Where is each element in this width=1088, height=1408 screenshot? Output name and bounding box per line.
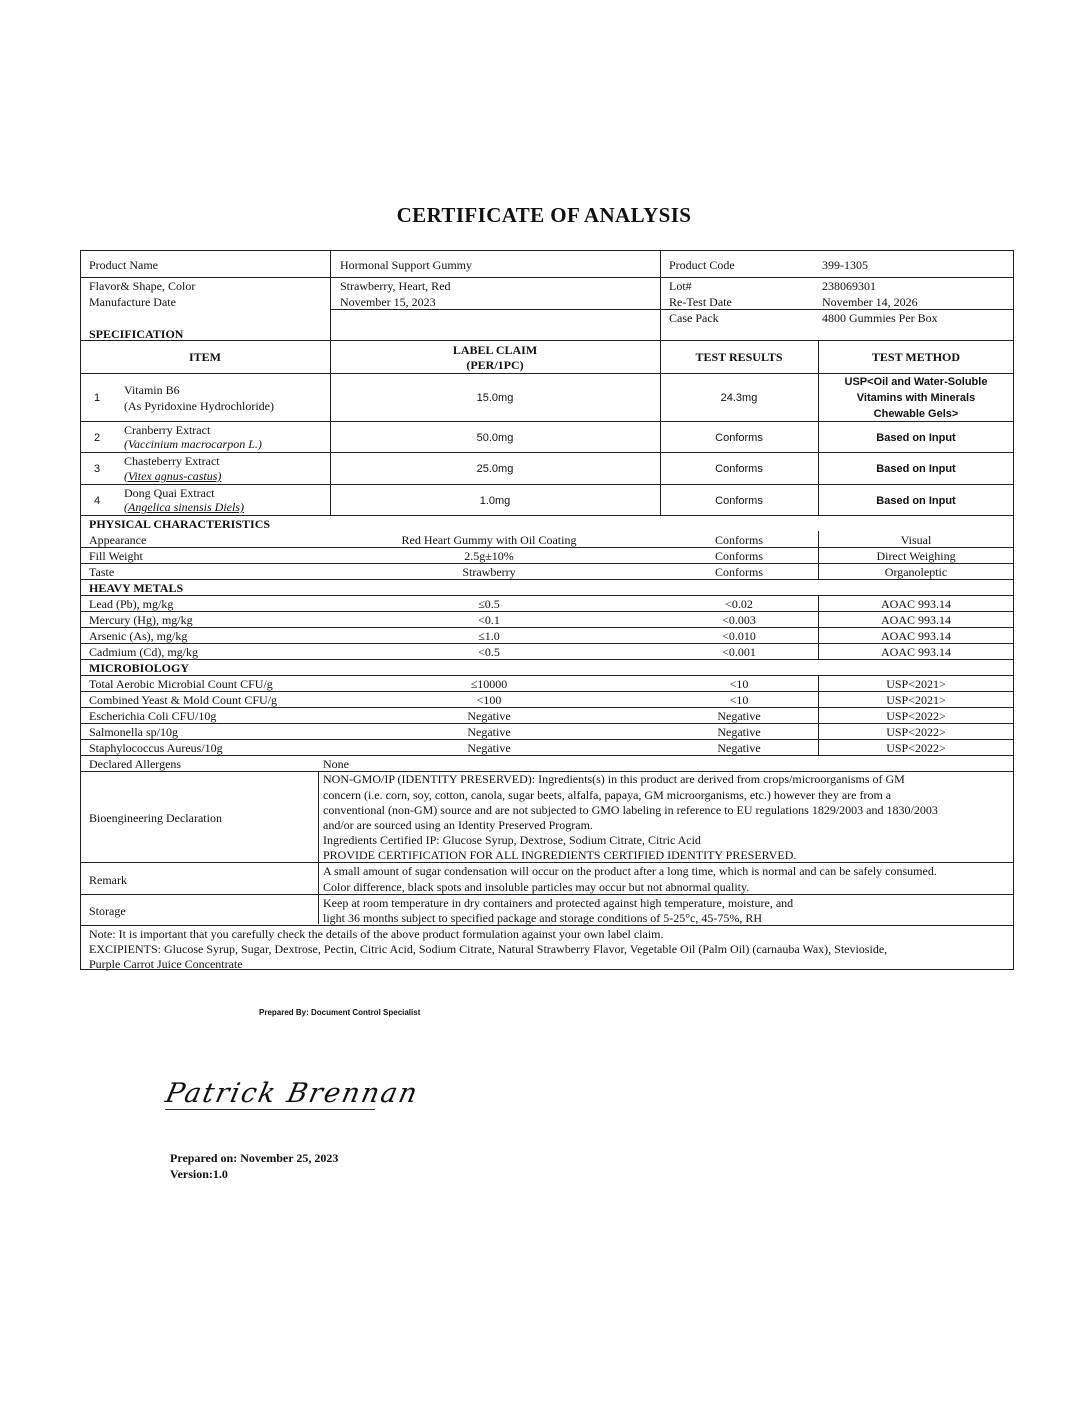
spec-row-method: Based on Input — [876, 495, 956, 507]
spec-row-result: Conforms — [715, 463, 763, 475]
microbiology-heading: MICROBIOLOGY — [89, 661, 190, 675]
micro-item: Combined Yeast & Mold Count CFU/g — [89, 693, 278, 707]
storage-line: light 36 months subject to specified package and storage conditions of 5-25°c, 45-75%, RH — [323, 911, 763, 925]
rule — [80, 627, 1014, 628]
micro-method: USP<2021> — [886, 693, 946, 707]
rule — [80, 373, 1014, 374]
version: Version:1.0 — [170, 1167, 228, 1181]
rule — [660, 250, 661, 340]
spec-row-result: 24.3mg — [720, 392, 758, 404]
spec-row-sub: (Angelica sinensis Diels) — [124, 500, 244, 514]
case-pack-label: Case Pack — [669, 311, 719, 325]
micro-method: USP<2022> — [886, 725, 946, 739]
rule — [80, 894, 1014, 895]
storage-line: Keep at room temperature in dry containers and protected against high temperature, moisture, and — [323, 896, 794, 910]
col-claim-header: LABEL CLAIM — [452, 343, 538, 357]
metal-result: <0.010 — [722, 629, 756, 643]
bio-line: NON-GMO/IP (IDENTITY PRESERVED): Ingredients(s) in this product are derived from crops/microorganisms of GM — [323, 772, 905, 786]
micro-claim: ≤10000 — [470, 677, 508, 691]
note-line: EXCIPIENTS: Glucose Syrup, Sugar, Dextrose, Pectin, Citric Acid, Sodium Citrate, Natural Strawberry Flavor, Vegetable Oil (Palm Oil) (carnauba Wax), Stevioside, — [89, 942, 888, 956]
rule — [330, 250, 331, 340]
col-results-header: TEST RESULTS — [695, 350, 783, 364]
micro-claim: Negative — [467, 709, 511, 723]
bio-line: Ingredients Certified IP: Glucose Syrup, Dextrose, Sodium Citrate, Citric Acid — [323, 833, 701, 847]
allergens-value: None — [323, 757, 349, 771]
metal-item: Arsenic (As), mg/kg — [89, 629, 188, 643]
rule — [80, 595, 1014, 596]
physical-method: Direct Weighing — [876, 549, 956, 563]
spec-row-name: Cranberry Extract — [124, 423, 211, 437]
metal-item: Mercury (Hg), mg/kg — [89, 613, 193, 627]
metal-result: <0.003 — [722, 613, 756, 627]
rule — [80, 691, 1014, 692]
rule — [80, 484, 1014, 485]
rule — [80, 515, 1014, 516]
physical-heading: PHYSICAL CHARACTERISTICS — [89, 517, 271, 531]
spec-row-number: 1 — [94, 392, 101, 404]
micro-result: Negative — [717, 709, 761, 723]
bio-line: and/or are sourced using an Identity Preserved Program. — [323, 818, 593, 832]
physical-claim: 2.5g±10% — [464, 549, 514, 563]
micro-claim: <100 — [476, 693, 502, 707]
micro-result: Negative — [717, 725, 761, 739]
case-pack: 4800 Gummies Per Box — [822, 311, 938, 325]
micro-item: Salmonella sp/10g — [89, 725, 178, 739]
rule — [80, 340, 1014, 341]
rule — [80, 547, 1014, 548]
bio-line: conventional (non-GM) source and are not subjected to GMO labeling in reference to EU regulations 1829/2003 and 1830/2003 — [323, 803, 938, 817]
rule — [80, 643, 1014, 644]
storage-label: Storage — [89, 904, 126, 918]
physical-item: Appearance — [89, 533, 147, 547]
col-claim-header-sub: (PER/1PC) — [466, 358, 524, 372]
micro-method: USP<2022> — [886, 709, 946, 723]
rule — [80, 659, 1014, 660]
lot-number: 238069301 — [822, 279, 876, 293]
spec-row-result: Conforms — [715, 495, 763, 507]
metal-claim: ≤0.5 — [478, 597, 500, 611]
specification-heading: SPECIFICATION — [89, 327, 184, 341]
product-code-label: Product Code — [669, 258, 735, 272]
spec-row-result: Conforms — [715, 432, 763, 444]
physical-result: Conforms — [715, 565, 763, 579]
physical-result: Conforms — [715, 533, 763, 547]
rule — [80, 452, 1014, 453]
physical-item: Taste — [89, 565, 115, 579]
rule — [660, 340, 661, 516]
bioengineering-label: Bioengineering Declaration — [89, 811, 222, 825]
spec-row-claim: 25.0mg — [476, 463, 514, 475]
rule — [80, 611, 1014, 612]
metal-claim: ≤1.0 — [478, 629, 500, 643]
rule — [80, 707, 1014, 708]
retest-date-label: Re-Test Date — [669, 295, 732, 309]
col-method-header: TEST METHOD — [871, 350, 961, 364]
micro-method: USP<2021> — [886, 677, 946, 691]
spec-row-method: Based on Input — [876, 432, 956, 444]
metal-result: <0.02 — [725, 597, 753, 611]
rule — [80, 723, 1014, 724]
physical-item: Fill Weight — [89, 549, 143, 563]
rule — [80, 862, 1014, 863]
lot-label: Lot# — [669, 279, 692, 293]
physical-method: Organoleptic — [884, 565, 948, 579]
note-line: Purple Carrot Juice Concentrate — [89, 957, 243, 971]
micro-item: Escherichia Coli CFU/10g — [89, 709, 217, 723]
spec-row-number: 2 — [94, 432, 101, 444]
metal-method: AOAC 993.14 — [880, 613, 951, 627]
physical-result: Conforms — [715, 549, 763, 563]
spec-row-sub: (Vitex agnus-castus) — [124, 469, 222, 483]
manufacture-date: November 15, 2023 — [340, 295, 436, 309]
micro-item: Staphylococcus Aureus/10g — [89, 741, 223, 755]
bio-line: concern (i.e. corn, soy, cotton, canola, sugar beets, alfalfa, papaya, GM microorganisms, etc.) however they are from a — [323, 788, 892, 802]
page-title: CERTIFICATE OF ANALYSIS — [396, 203, 692, 227]
metal-method: AOAC 993.14 — [880, 645, 951, 659]
physical-claim: Strawberry — [462, 565, 516, 579]
remark-label: Remark — [89, 873, 127, 887]
spec-row-method: Chewable Gels> — [873, 408, 959, 420]
rule — [80, 579, 1014, 580]
spec-row-name: Chasteberry Extract — [124, 454, 220, 468]
rule — [80, 675, 1014, 676]
rule — [80, 277, 1014, 278]
signature: Patrick Brennan — [162, 1078, 422, 1109]
rule — [318, 771, 319, 924]
signature-underline — [165, 1109, 375, 1110]
rule — [80, 739, 1014, 740]
rule — [80, 563, 1014, 564]
metal-method: AOAC 993.14 — [880, 597, 951, 611]
product-name-label: Product Name — [89, 258, 158, 272]
allergens-label: Declared Allergens — [89, 757, 182, 771]
spec-row-claim: 1.0mg — [479, 495, 511, 507]
prepared-by: Prepared By: Document Control Specialist — [259, 1008, 421, 1017]
remark-line: A small amount of sugar condensation will occur on the product after a long time, which is normal and can be safely consumed. — [323, 864, 937, 878]
spec-row-sub: (Vaccinium macrocarpon L.) — [124, 437, 262, 451]
rule — [80, 755, 1014, 756]
metal-claim: <0.5 — [478, 645, 500, 659]
bio-line: PROVIDE CERTIFICATION FOR ALL INGREDIENTS CERTIFIED IDENTITY PRESERVED. — [323, 848, 797, 862]
spec-row-name: Dong Quai Extract — [124, 486, 215, 500]
rule — [80, 925, 1014, 926]
micro-method: USP<2022> — [886, 741, 946, 755]
micro-result: <10 — [729, 677, 749, 691]
rule — [80, 421, 1014, 422]
note-line: Note: It is important that you carefully check the details of the above product formulation against your own label claim. — [89, 927, 664, 941]
micro-result: <10 — [729, 693, 749, 707]
product-name: Hormonal Support Gummy — [340, 258, 472, 272]
rule — [330, 309, 1014, 310]
prepared-on: Prepared on: November 25, 2023 — [170, 1151, 339, 1165]
spec-row-sub: (As Pyridoxine Hydrochloride) — [124, 399, 274, 413]
manufacture-date-label: Manufacture Date — [89, 295, 176, 309]
metal-claim: <0.1 — [478, 613, 500, 627]
micro-claim: Negative — [467, 741, 511, 755]
flavor-label: Flavor& Shape, Color — [89, 279, 196, 293]
spec-row-number: 3 — [94, 463, 101, 475]
metal-method: AOAC 993.14 — [880, 629, 951, 643]
retest-date: November 14, 2026 — [822, 295, 918, 309]
micro-claim: Negative — [467, 725, 511, 739]
col-item-header: ITEM — [188, 350, 221, 364]
spec-row-number: 4 — [94, 495, 101, 507]
metal-item: Cadmium (Cd), mg/kg — [89, 645, 198, 659]
rule — [818, 340, 819, 516]
product-code: 399-1305 — [822, 258, 868, 272]
micro-result: Negative — [717, 741, 761, 755]
spec-row-method: Based on Input — [876, 463, 956, 475]
metal-result: <0.001 — [722, 645, 756, 659]
spec-row-method: USP<Oil and Water-Soluble — [844, 376, 988, 388]
physical-claim: Red Heart Gummy with Oil Coating — [401, 533, 577, 547]
spec-row-claim: 50.0mg — [476, 432, 514, 444]
micro-item: Total Aerobic Microbial Count CFU/g — [89, 677, 273, 691]
spec-row-method: Vitamins with Minerals — [856, 392, 976, 404]
flavor: Strawberry, Heart, Red — [340, 279, 451, 293]
physical-method: Visual — [900, 533, 932, 547]
heavy-metals-heading: HEAVY METALS — [89, 581, 184, 595]
spec-row-name: Vitamin B6 — [124, 383, 180, 397]
metal-item: Lead (Pb), mg/kg — [89, 597, 174, 611]
remark-line: Color difference, black spots and insoluble particles may occur but not abnormal quality. — [323, 880, 750, 894]
spec-row-claim: 15.0mg — [476, 392, 514, 404]
